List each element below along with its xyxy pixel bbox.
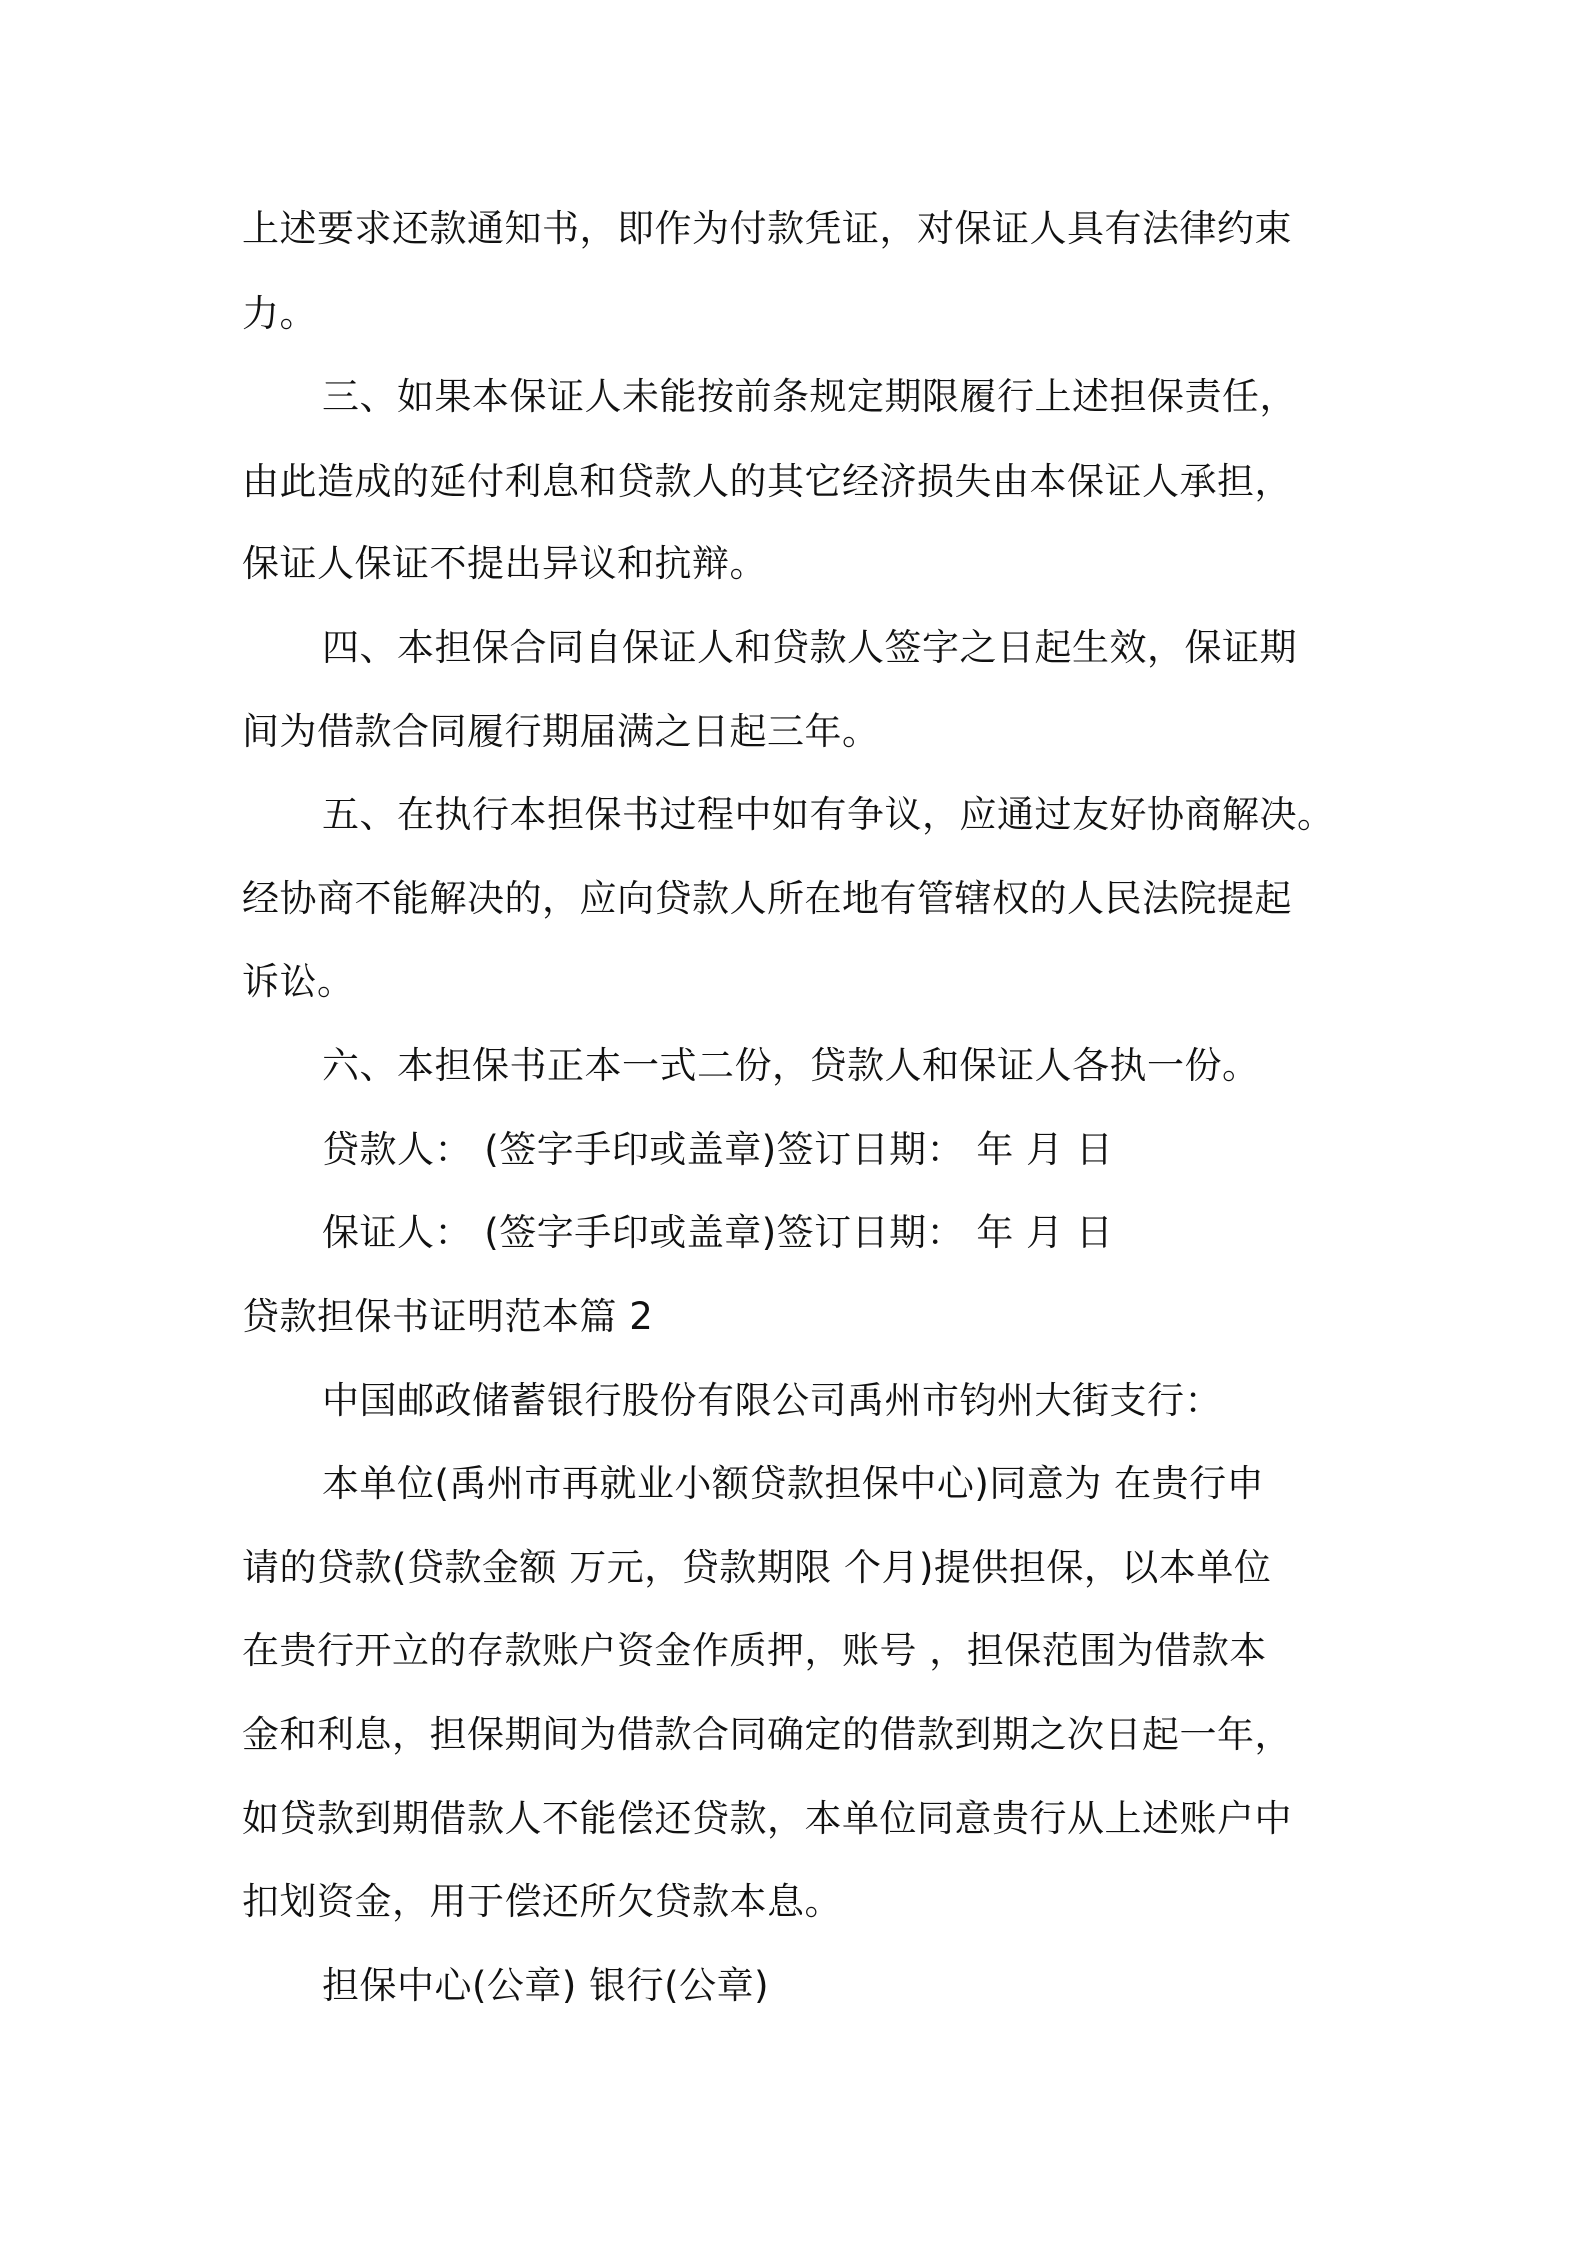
text-line: 如贷款到期借款人不能偿还贷款，本单位同意贵行从上述账户中 [242, 1797, 1292, 1840]
signature-line-lender: 贷款人： (签字手印或盖章)签订日期： 年 月 日 [322, 1128, 1114, 1171]
text-line: 力。 [242, 292, 317, 335]
text-line: 保证人保证不提出异议和抗辩。 [242, 542, 767, 585]
text-line: 三、如果本保证人未能按前条规定期限履行上述担保责任， [322, 375, 1297, 418]
section-heading: 贷款担保书证明范本篇 2 [242, 1295, 654, 1338]
text-line: 六、本担保书正本一式二份，贷款人和保证人各执一份。 [322, 1044, 1260, 1087]
text-line: 间为借款合同履行期届满之日起三年。 [242, 710, 880, 753]
text-line: 本单位(禹州市再就业小额贷款担保中心)同意为 在贵行申 [322, 1462, 1265, 1505]
text-line: 金和利息，担保期间为借款合同确定的借款到期之次日起一年， [242, 1713, 1292, 1756]
text-line: 经协商不能解决的，应向贷款人所在地有管辖权的人民法院提起 [242, 877, 1292, 920]
seal-line: 担保中心(公章) 银行(公章) [322, 1964, 770, 2007]
text-line: 五、在执行本担保书过程中如有争议，应通过友好协商解决。 [322, 793, 1335, 836]
text-line: 四、本担保合同自保证人和贷款人签字之日起生效，保证期 [322, 626, 1297, 669]
text-line: 扣划资金，用于偿还所欠贷款本息。 [242, 1880, 842, 1923]
signature-line-guarantor: 保证人： (签字手印或盖章)签订日期： 年 月 日 [322, 1211, 1114, 1254]
text-line: 上述要求还款通知书，即作为付款凭证，对保证人具有法律约束 [242, 207, 1292, 250]
addressee-line: 中国邮政储蓄银行股份有限公司禹州市钧州大街支行： [322, 1379, 1222, 1422]
text-line: 请的贷款(贷款金额 万元，贷款期限 个月)提供担保，以本单位 [242, 1546, 1272, 1589]
text-line: 诉讼。 [242, 960, 355, 1003]
text-line: 在贵行开立的存款账户资金作质押，账号 ，担保范围为借款本 [242, 1629, 1267, 1672]
text-line: 由此造成的延付利息和贷款人的其它经济损失由本保证人承担， [242, 460, 1292, 503]
